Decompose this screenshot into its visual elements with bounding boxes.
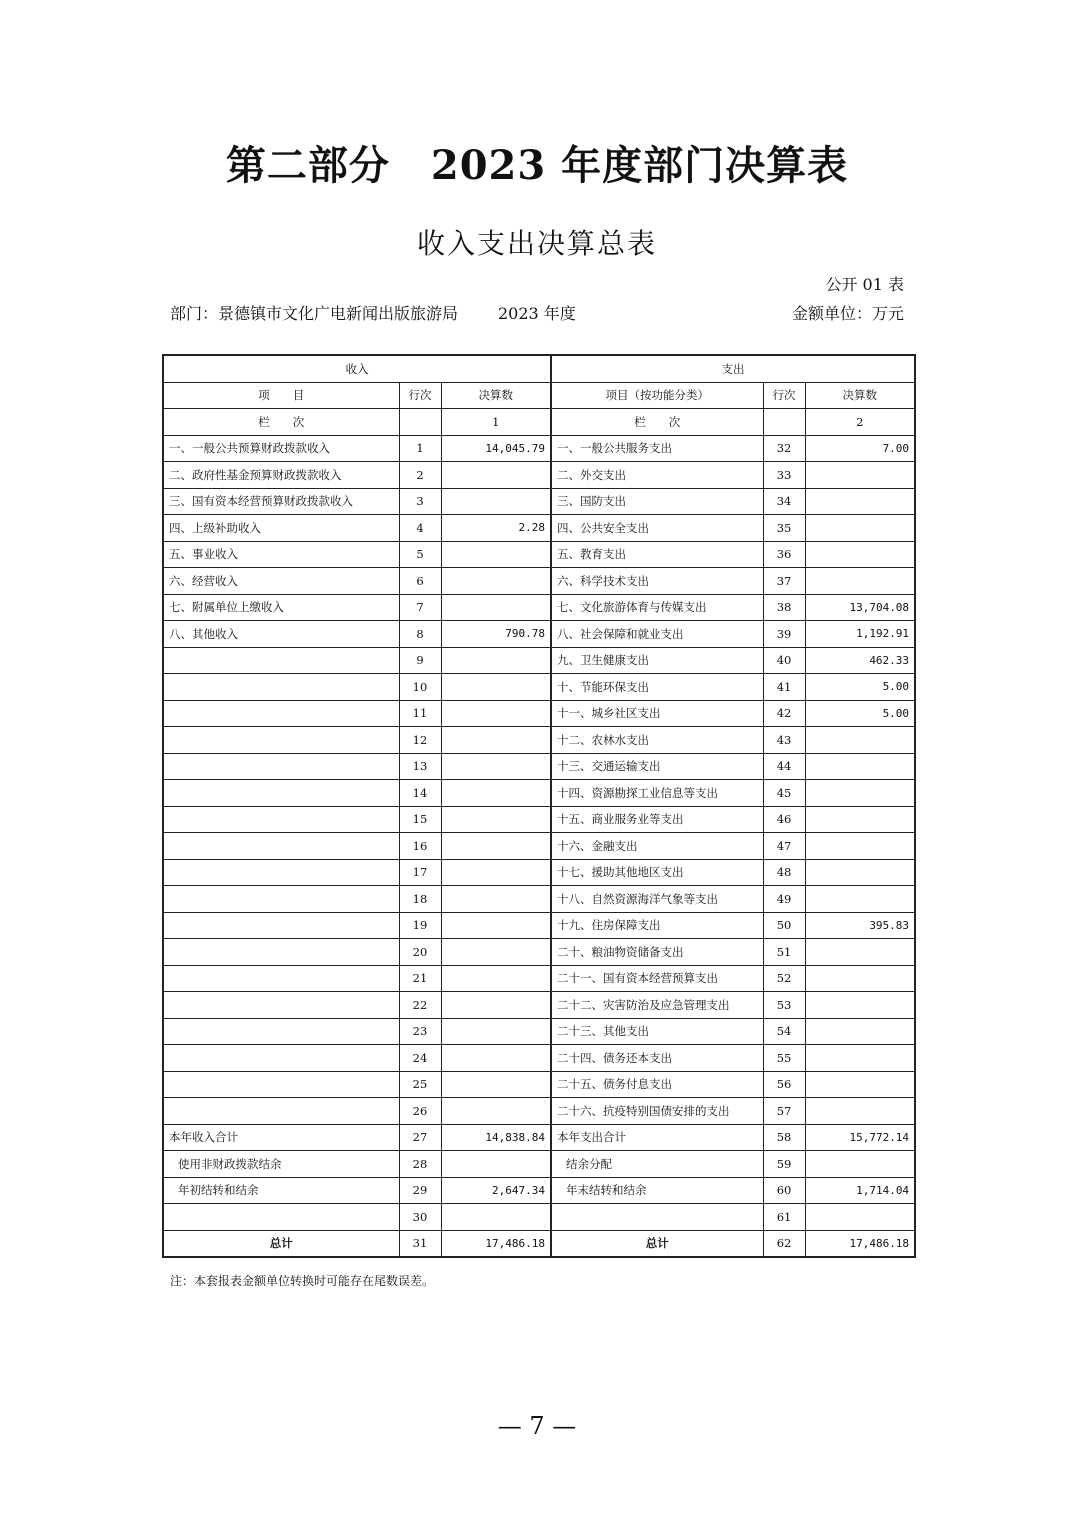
income-amount-cell: 790.78 — [441, 621, 551, 648]
income-item-cell: 四、上级补助收入 — [163, 515, 399, 542]
expense-amount-cell — [805, 1018, 915, 1045]
expense-item-cell: 年末结转和结余 — [551, 1177, 763, 1204]
income-amount-cell — [441, 1045, 551, 1072]
expense-item-cell: 二十、粮油物资储备支出 — [551, 939, 763, 966]
income-item-cell: 本年收入合计 — [163, 1124, 399, 1151]
expense-row-no-cell: 47 — [763, 833, 805, 860]
income-row-no-cell: 1 — [399, 435, 441, 462]
table-row — [163, 647, 915, 674]
form-code: 公开 01 表 — [825, 275, 904, 294]
income-amount-cell: 2,647.34 — [441, 1177, 551, 1204]
income-row-no-cell: 31 — [399, 1230, 441, 1257]
expense-row-no-cell: 59 — [763, 1151, 805, 1178]
expense-amount-cell — [805, 541, 915, 568]
income-row-no-cell: 6 — [399, 568, 441, 595]
expense-row-no-cell: 41 — [763, 674, 805, 701]
income-column-index: 1 — [441, 409, 551, 436]
expense-amount-cell: 13,704.08 — [805, 594, 915, 621]
income-row-no-cell: 30 — [399, 1204, 441, 1231]
expense-row-no-cell: 58 — [763, 1124, 805, 1151]
income-item-cell — [163, 1071, 399, 1098]
income-row-no-cell: 22 — [399, 992, 441, 1019]
expense-amount-cell: 5.00 — [805, 674, 915, 701]
expense-amount-header: 决算数 — [805, 382, 915, 409]
expense-row-no-cell: 42 — [763, 700, 805, 727]
expense-item-cell: 九、卫生健康支出 — [551, 647, 763, 674]
income-item-cell — [163, 780, 399, 807]
income-column-label: 栏 次 — [163, 409, 399, 436]
expense-item-cell: 本年支出合计 — [551, 1124, 763, 1151]
expense-amount-cell — [805, 886, 915, 913]
income-amount-cell — [441, 594, 551, 621]
income-item-cell: 总计 — [163, 1230, 399, 1257]
expense-item-cell: 十一、城乡社区支出 — [551, 700, 763, 727]
expense-item-cell: 三、国防支出 — [551, 488, 763, 515]
expense-amount-cell: 5.00 — [805, 700, 915, 727]
table-row — [163, 965, 915, 992]
table-row — [163, 515, 915, 542]
income-amount-cell: 14,838.84 — [441, 1124, 551, 1151]
expense-amount-cell: 1,714.04 — [805, 1177, 915, 1204]
income-amount-cell — [441, 1204, 551, 1231]
income-amount-cell — [441, 833, 551, 860]
empty-cell — [763, 409, 805, 436]
expense-item-cell: 十三、交通运输支出 — [551, 753, 763, 780]
expense-amount-cell — [805, 859, 915, 886]
income-amount-cell — [441, 700, 551, 727]
expense-item-cell: 二十五、债务付息支出 — [551, 1071, 763, 1098]
expense-row-no-cell: 61 — [763, 1204, 805, 1231]
income-amount-cell — [441, 541, 551, 568]
page-number: — 7 — — [497, 1412, 577, 1440]
table-row — [163, 1151, 915, 1178]
column-index-row — [163, 409, 915, 436]
income-item-header: 项 目 — [163, 382, 399, 409]
income-amount-cell: 17,486.18 — [441, 1230, 551, 1257]
table-row — [163, 621, 915, 648]
income-item-cell — [163, 992, 399, 1019]
income-item-cell: 使用非财政拨款结余 — [163, 1151, 399, 1178]
expense-item-cell: 二、外交支出 — [551, 462, 763, 489]
expense-row-no-cell: 46 — [763, 806, 805, 833]
expense-amount-cell — [805, 727, 915, 754]
expense-amount-cell — [805, 568, 915, 595]
income-amount-cell — [441, 753, 551, 780]
income-row-no-cell: 13 — [399, 753, 441, 780]
income-item-cell — [163, 1045, 399, 1072]
table-row — [163, 700, 915, 727]
expense-row-no-cell: 43 — [763, 727, 805, 754]
expense-item-cell: 二十二、灾害防治及应急管理支出 — [551, 992, 763, 1019]
income-amount-cell — [441, 806, 551, 833]
expense-item-header: 项目（按功能分类） — [551, 382, 763, 409]
table-row — [163, 541, 915, 568]
expense-row-no-cell: 37 — [763, 568, 805, 595]
income-amount-cell — [441, 1071, 551, 1098]
expense-item-cell: 七、文化旅游体育与传媒支出 — [551, 594, 763, 621]
expense-amount-cell — [805, 462, 915, 489]
expense-amount-cell — [805, 1204, 915, 1231]
income-amount-cell — [441, 1018, 551, 1045]
expense-item-cell: 总计 — [551, 1230, 763, 1257]
income-row-no-cell: 11 — [399, 700, 441, 727]
table-row — [163, 594, 915, 621]
expense-row-no-cell: 48 — [763, 859, 805, 886]
expense-item-cell: 十四、资源勘探工业信息等支出 — [551, 780, 763, 807]
income-row-no-cell: 27 — [399, 1124, 441, 1151]
table-row — [163, 992, 915, 1019]
income-row-no-cell: 15 — [399, 806, 441, 833]
expense-item-cell: 六、科学技术支出 — [551, 568, 763, 595]
expense-row-no-header: 行次 — [763, 382, 805, 409]
income-amount-cell: 14,045.79 — [441, 435, 551, 462]
income-row-no-cell: 5 — [399, 541, 441, 568]
fiscal-year: 2023 年度 — [498, 304, 576, 323]
expense-amount-cell — [805, 806, 915, 833]
table-row — [163, 753, 915, 780]
page-heading: 第二部分 2023 年度部门决算表 — [225, 142, 849, 189]
expense-row-no-cell: 56 — [763, 1071, 805, 1098]
expense-amount-cell — [805, 488, 915, 515]
total-row — [163, 1230, 915, 1257]
table-row — [163, 462, 915, 489]
expense-item-cell: 四、公共安全支出 — [551, 515, 763, 542]
expense-item-cell: 十、节能环保支出 — [551, 674, 763, 701]
expense-amount-cell — [805, 1045, 915, 1072]
table-row — [163, 727, 915, 754]
income-row-no-cell: 16 — [399, 833, 441, 860]
income-row-no-cell: 3 — [399, 488, 441, 515]
expense-amount-cell — [805, 1071, 915, 1098]
table-row — [163, 1124, 915, 1151]
table-row — [163, 1204, 915, 1231]
expense-item-cell: 一、一般公共服务支出 — [551, 435, 763, 462]
expense-amount-cell — [805, 780, 915, 807]
income-item-cell — [163, 647, 399, 674]
income-row-no-cell: 12 — [399, 727, 441, 754]
expense-row-no-cell: 53 — [763, 992, 805, 1019]
table-row — [163, 780, 915, 807]
expense-row-no-cell: 45 — [763, 780, 805, 807]
table-row — [163, 859, 915, 886]
expense-item-cell: 十七、援助其他地区支出 — [551, 859, 763, 886]
table-row — [163, 1045, 915, 1072]
income-row-no-cell: 20 — [399, 939, 441, 966]
income-section-header: 收入 — [163, 355, 551, 382]
table-row — [163, 674, 915, 701]
expense-row-no-cell: 54 — [763, 1018, 805, 1045]
income-row-no-cell: 10 — [399, 674, 441, 701]
income-amount-cell — [441, 992, 551, 1019]
expense-item-cell: 十八、自然资源海洋气象等支出 — [551, 886, 763, 913]
table-row — [163, 1098, 915, 1125]
income-row-no-cell: 24 — [399, 1045, 441, 1072]
income-item-cell — [163, 886, 399, 913]
income-amount-cell — [441, 780, 551, 807]
income-item-cell: 七、附属单位上缴收入 — [163, 594, 399, 621]
income-row-no-cell: 14 — [399, 780, 441, 807]
expense-amount-cell: 462.33 — [805, 647, 915, 674]
table-title: 收入支出决算总表 — [416, 227, 657, 260]
table-row — [163, 1177, 915, 1204]
income-amount-cell — [441, 1151, 551, 1178]
table-row — [163, 488, 915, 515]
expense-row-no-cell: 40 — [763, 647, 805, 674]
income-amount-cell — [441, 886, 551, 913]
income-amount-cell — [441, 647, 551, 674]
income-row-no-cell: 17 — [399, 859, 441, 886]
expense-row-no-cell: 50 — [763, 912, 805, 939]
income-item-cell: 六、经营收入 — [163, 568, 399, 595]
income-row-no-header: 行次 — [399, 382, 441, 409]
income-item-cell — [163, 1204, 399, 1231]
income-item-cell: 五、事业收入 — [163, 541, 399, 568]
income-row-no-cell: 18 — [399, 886, 441, 913]
income-item-cell — [163, 674, 399, 701]
income-amount-cell — [441, 939, 551, 966]
income-item-cell: 年初结转和结余 — [163, 1177, 399, 1204]
amount-unit: 金额单位：万元 — [791, 304, 904, 323]
expense-row-no-cell: 39 — [763, 621, 805, 648]
income-item-cell — [163, 833, 399, 860]
income-item-cell — [163, 1098, 399, 1125]
expense-item-cell: 二十四、债务还本支出 — [551, 1045, 763, 1072]
expense-row-no-cell: 32 — [763, 435, 805, 462]
income-item-cell — [163, 859, 399, 886]
income-item-cell — [163, 806, 399, 833]
income-row-no-cell: 29 — [399, 1177, 441, 1204]
income-row-no-cell: 26 — [399, 1098, 441, 1125]
income-item-cell: 八、其他收入 — [163, 621, 399, 648]
income-item-cell — [163, 939, 399, 966]
income-item-cell — [163, 912, 399, 939]
expense-amount-cell — [805, 992, 915, 1019]
footnote: 注：本套报表金额单位转换时可能存在尾数误差。 — [170, 1274, 435, 1288]
expense-amount-cell — [805, 753, 915, 780]
income-amount-cell — [441, 912, 551, 939]
income-amount-cell — [441, 859, 551, 886]
section-header-row — [163, 355, 915, 382]
expense-item-cell: 二十六、抗疫特别国债安排的支出 — [551, 1098, 763, 1125]
income-item-cell — [163, 1018, 399, 1045]
expense-column-label: 栏 次 — [551, 409, 763, 436]
income-row-no-cell: 25 — [399, 1071, 441, 1098]
column-header-row — [163, 382, 915, 409]
table-row — [163, 912, 915, 939]
income-row-no-cell: 7 — [399, 594, 441, 621]
expense-row-no-cell: 57 — [763, 1098, 805, 1125]
table-row — [163, 1071, 915, 1098]
income-amount-cell — [441, 727, 551, 754]
income-row-no-cell: 8 — [399, 621, 441, 648]
expense-amount-cell — [805, 1151, 915, 1178]
income-item-cell: 三、国有资本经营预算财政拨款收入 — [163, 488, 399, 515]
expense-amount-cell — [805, 1098, 915, 1125]
income-item-cell — [163, 727, 399, 754]
expense-row-no-cell: 60 — [763, 1177, 805, 1204]
income-amount-header: 决算数 — [441, 382, 551, 409]
income-amount-cell — [441, 462, 551, 489]
income-amount-cell — [441, 674, 551, 701]
expense-item-cell: 十六、金融支出 — [551, 833, 763, 860]
table-row — [163, 1018, 915, 1045]
expense-column-index: 2 — [805, 409, 915, 436]
table-row — [163, 939, 915, 966]
expense-item-cell: 十五、商业服务业等支出 — [551, 806, 763, 833]
expense-item-cell: 结余分配 — [551, 1151, 763, 1178]
income-row-no-cell: 19 — [399, 912, 441, 939]
expense-item-cell: 十九、住房保障支出 — [551, 912, 763, 939]
income-row-no-cell: 2 — [399, 462, 441, 489]
expense-row-no-cell: 49 — [763, 886, 805, 913]
income-expense-table — [162, 354, 916, 1258]
expense-row-no-cell: 38 — [763, 594, 805, 621]
expense-row-no-cell: 35 — [763, 515, 805, 542]
income-amount-cell — [441, 568, 551, 595]
expense-amount-cell — [805, 939, 915, 966]
income-row-no-cell: 9 — [399, 647, 441, 674]
income-amount-cell — [441, 488, 551, 515]
income-amount-cell — [441, 965, 551, 992]
table-row — [163, 886, 915, 913]
income-item-cell: 一、一般公共预算财政拨款收入 — [163, 435, 399, 462]
expense-row-no-cell: 51 — [763, 939, 805, 966]
income-row-no-cell: 23 — [399, 1018, 441, 1045]
expense-row-no-cell: 33 — [763, 462, 805, 489]
empty-cell — [399, 409, 441, 436]
income-row-no-cell: 4 — [399, 515, 441, 542]
income-item-cell — [163, 965, 399, 992]
income-amount-cell: 2.28 — [441, 515, 551, 542]
expense-row-no-cell: 52 — [763, 965, 805, 992]
table-row — [163, 568, 915, 595]
income-item-cell — [163, 700, 399, 727]
expense-item-cell: 八、社会保障和就业支出 — [551, 621, 763, 648]
expense-amount-cell — [805, 833, 915, 860]
expense-row-no-cell: 34 — [763, 488, 805, 515]
income-row-no-cell: 21 — [399, 965, 441, 992]
expense-section-header: 支出 — [551, 355, 915, 382]
expense-amount-cell: 1,192.91 — [805, 621, 915, 648]
expense-amount-cell: 15,772.14 — [805, 1124, 915, 1151]
expense-row-no-cell: 55 — [763, 1045, 805, 1072]
table-row — [163, 435, 915, 462]
expense-amount-cell — [805, 965, 915, 992]
table-row — [163, 806, 915, 833]
expense-item-cell — [551, 1204, 763, 1231]
expense-item-cell: 二十三、其他支出 — [551, 1018, 763, 1045]
expense-item-cell: 五、教育支出 — [551, 541, 763, 568]
expense-amount-cell: 395.83 — [805, 912, 915, 939]
expense-amount-cell: 7.00 — [805, 435, 915, 462]
income-item-cell — [163, 753, 399, 780]
department-label: 部门：景德镇市文化广电新闻出版旅游局 — [170, 304, 459, 323]
expense-row-no-cell: 62 — [763, 1230, 805, 1257]
expense-amount-cell: 17,486.18 — [805, 1230, 915, 1257]
income-row-no-cell: 28 — [399, 1151, 441, 1178]
expense-amount-cell — [805, 515, 915, 542]
expense-item-cell: 十二、农林水支出 — [551, 727, 763, 754]
expense-item-cell: 二十一、国有资本经营预算支出 — [551, 965, 763, 992]
expense-row-no-cell: 36 — [763, 541, 805, 568]
expense-row-no-cell: 44 — [763, 753, 805, 780]
table-row — [163, 833, 915, 860]
income-amount-cell — [441, 1098, 551, 1125]
income-item-cell: 二、政府性基金预算财政拨款收入 — [163, 462, 399, 489]
